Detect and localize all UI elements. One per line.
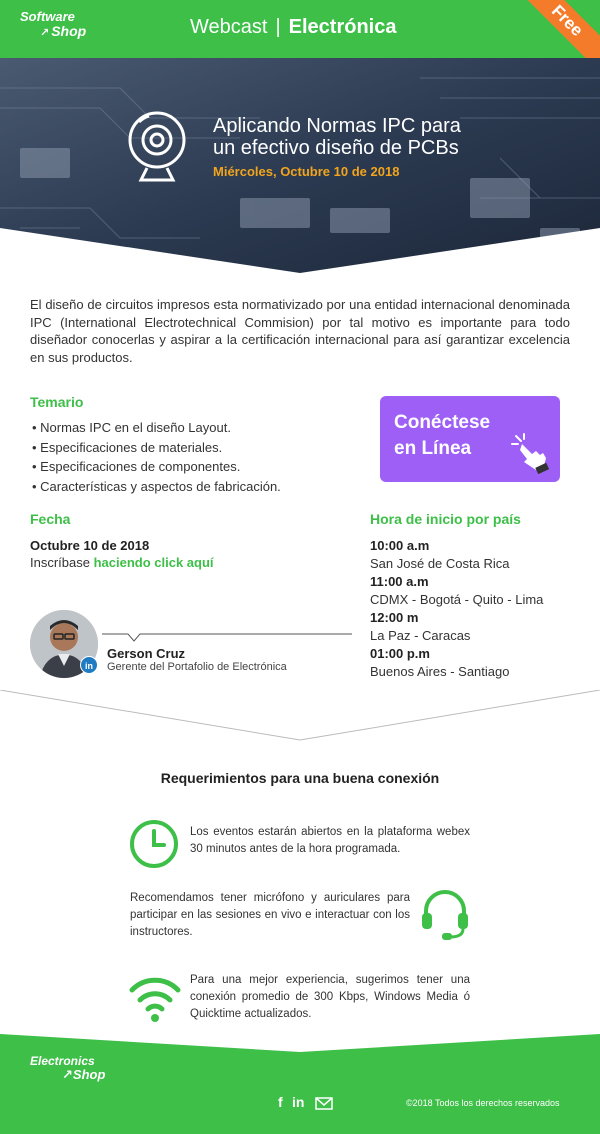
electronics-shop-logo[interactable]	[30, 1054, 105, 1082]
fecha-date: Octubre 10 de 2018	[30, 538, 150, 553]
temario-item: • Características y aspectos de fabricación.	[32, 477, 281, 497]
hora-title: Hora de inicio por país	[370, 511, 521, 527]
email-icon[interactable]	[315, 1097, 333, 1110]
wifi-icon	[128, 972, 182, 1024]
speaker-divider-line	[102, 633, 352, 643]
intro-paragraph: El diseño de circuitos impresos esta normativizado por una entidad internacional denominada IPC (International Electrotechnical Commision) por tal motivo es importante para todo diseñador conocerlas y aspirar a la certificación internacional para así garantizar excelencia en sus productos.	[30, 297, 570, 365]
linkedin-badge-icon[interactable]: in	[80, 656, 98, 674]
temario-item: • Especificaciones de materiales.	[32, 438, 281, 458]
schedule-time: 11:00 a.m	[370, 574, 429, 589]
requirement-text: Los eventos estarán abiertos en la plataforma webex 30 minutos antes de la hora programada.	[190, 826, 470, 855]
schedule-place: San José de Costa Rica	[370, 556, 510, 571]
header-title-right: Electrónica	[288, 16, 397, 38]
schedule-time: 01:00 p.m	[370, 646, 430, 661]
fecha-title: Fecha	[30, 511, 71, 527]
hero-title-line1: Aplicando Normas IPC para	[213, 115, 461, 137]
copyright-text: ©2018 Todos los derechos reservados	[406, 1098, 560, 1108]
cta-label	[394, 410, 514, 462]
schedule-place: La Paz - Caracas	[370, 628, 471, 643]
headset-icon	[418, 887, 472, 943]
connect-online-button[interactable]	[380, 396, 560, 482]
footer-logo-arrow-icon: ↗	[62, 1067, 73, 1082]
section-divider	[0, 690, 600, 742]
facebook-icon[interactable]: f	[278, 1094, 283, 1110]
clock-icon	[128, 818, 180, 870]
software-shop-logo[interactable]	[20, 10, 86, 40]
top-header-bar	[0, 0, 600, 58]
cta-line1: Conéctese	[394, 412, 491, 433]
schedule-time: 10:00 a.m	[370, 538, 430, 553]
register-link[interactable]: haciendo click aquí	[93, 555, 214, 570]
schedule-list	[370, 537, 543, 681]
temario-item: • Normas IPC en el diseño Layout.	[32, 418, 281, 438]
schedule-place: Buenos Aires - Santiago	[370, 664, 510, 679]
logo-line2: Shop	[51, 23, 87, 39]
speaker-name: Gerson Cruz	[107, 646, 186, 661]
temario-item: • Especificaciones de componentes.	[32, 457, 281, 477]
hero-date: Miércoles, Octubre 10 de 2018	[213, 164, 400, 179]
hero-banner	[0, 58, 600, 273]
linkedin-icon[interactable]: in	[292, 1094, 305, 1110]
free-ribbon: Free	[519, 0, 600, 58]
header-title	[190, 16, 396, 39]
hero-title	[213, 115, 503, 159]
logo-arrow-icon: ↗	[40, 27, 50, 39]
header-separator: |	[275, 16, 281, 38]
temario-list	[32, 418, 281, 496]
footer-background	[0, 1034, 600, 1134]
inscription-prefix: Inscríbase	[30, 555, 90, 570]
requirement-text: Recomendamos tener micrófono y auriculares para participar en las sesiones en vivo e interactuar con los instructores.	[130, 892, 410, 938]
cta-line2: en Línea	[394, 438, 472, 459]
temario-title: Temario	[30, 394, 84, 410]
footer-logo-line1: Electronics	[30, 1054, 95, 1068]
hero-title-line2: un efectivo diseño de PCBs	[213, 137, 459, 159]
logo-line1: Software	[20, 9, 75, 24]
hand-click-icon	[510, 432, 550, 474]
footer-logo-line2: Shop	[72, 1067, 106, 1082]
webcam-icon	[125, 110, 189, 184]
header-title-left: Webcast	[190, 16, 268, 38]
requirement-text: Para una mejor experiencia, sugerimos tener una conexión promedio de 300 Kbps, Windows Media ó Quicktime actualizados.	[190, 974, 470, 1020]
fecha-inscription	[30, 555, 214, 570]
schedule-time: 12:00 m	[370, 610, 419, 625]
schedule-place: CDMX - Bogotá - Quito - Lima	[370, 592, 544, 607]
speaker-role: Gerente del Portafolio de Electrónica	[107, 661, 287, 673]
requirements-title: Requerimientos para una buena conexión	[160, 770, 440, 786]
